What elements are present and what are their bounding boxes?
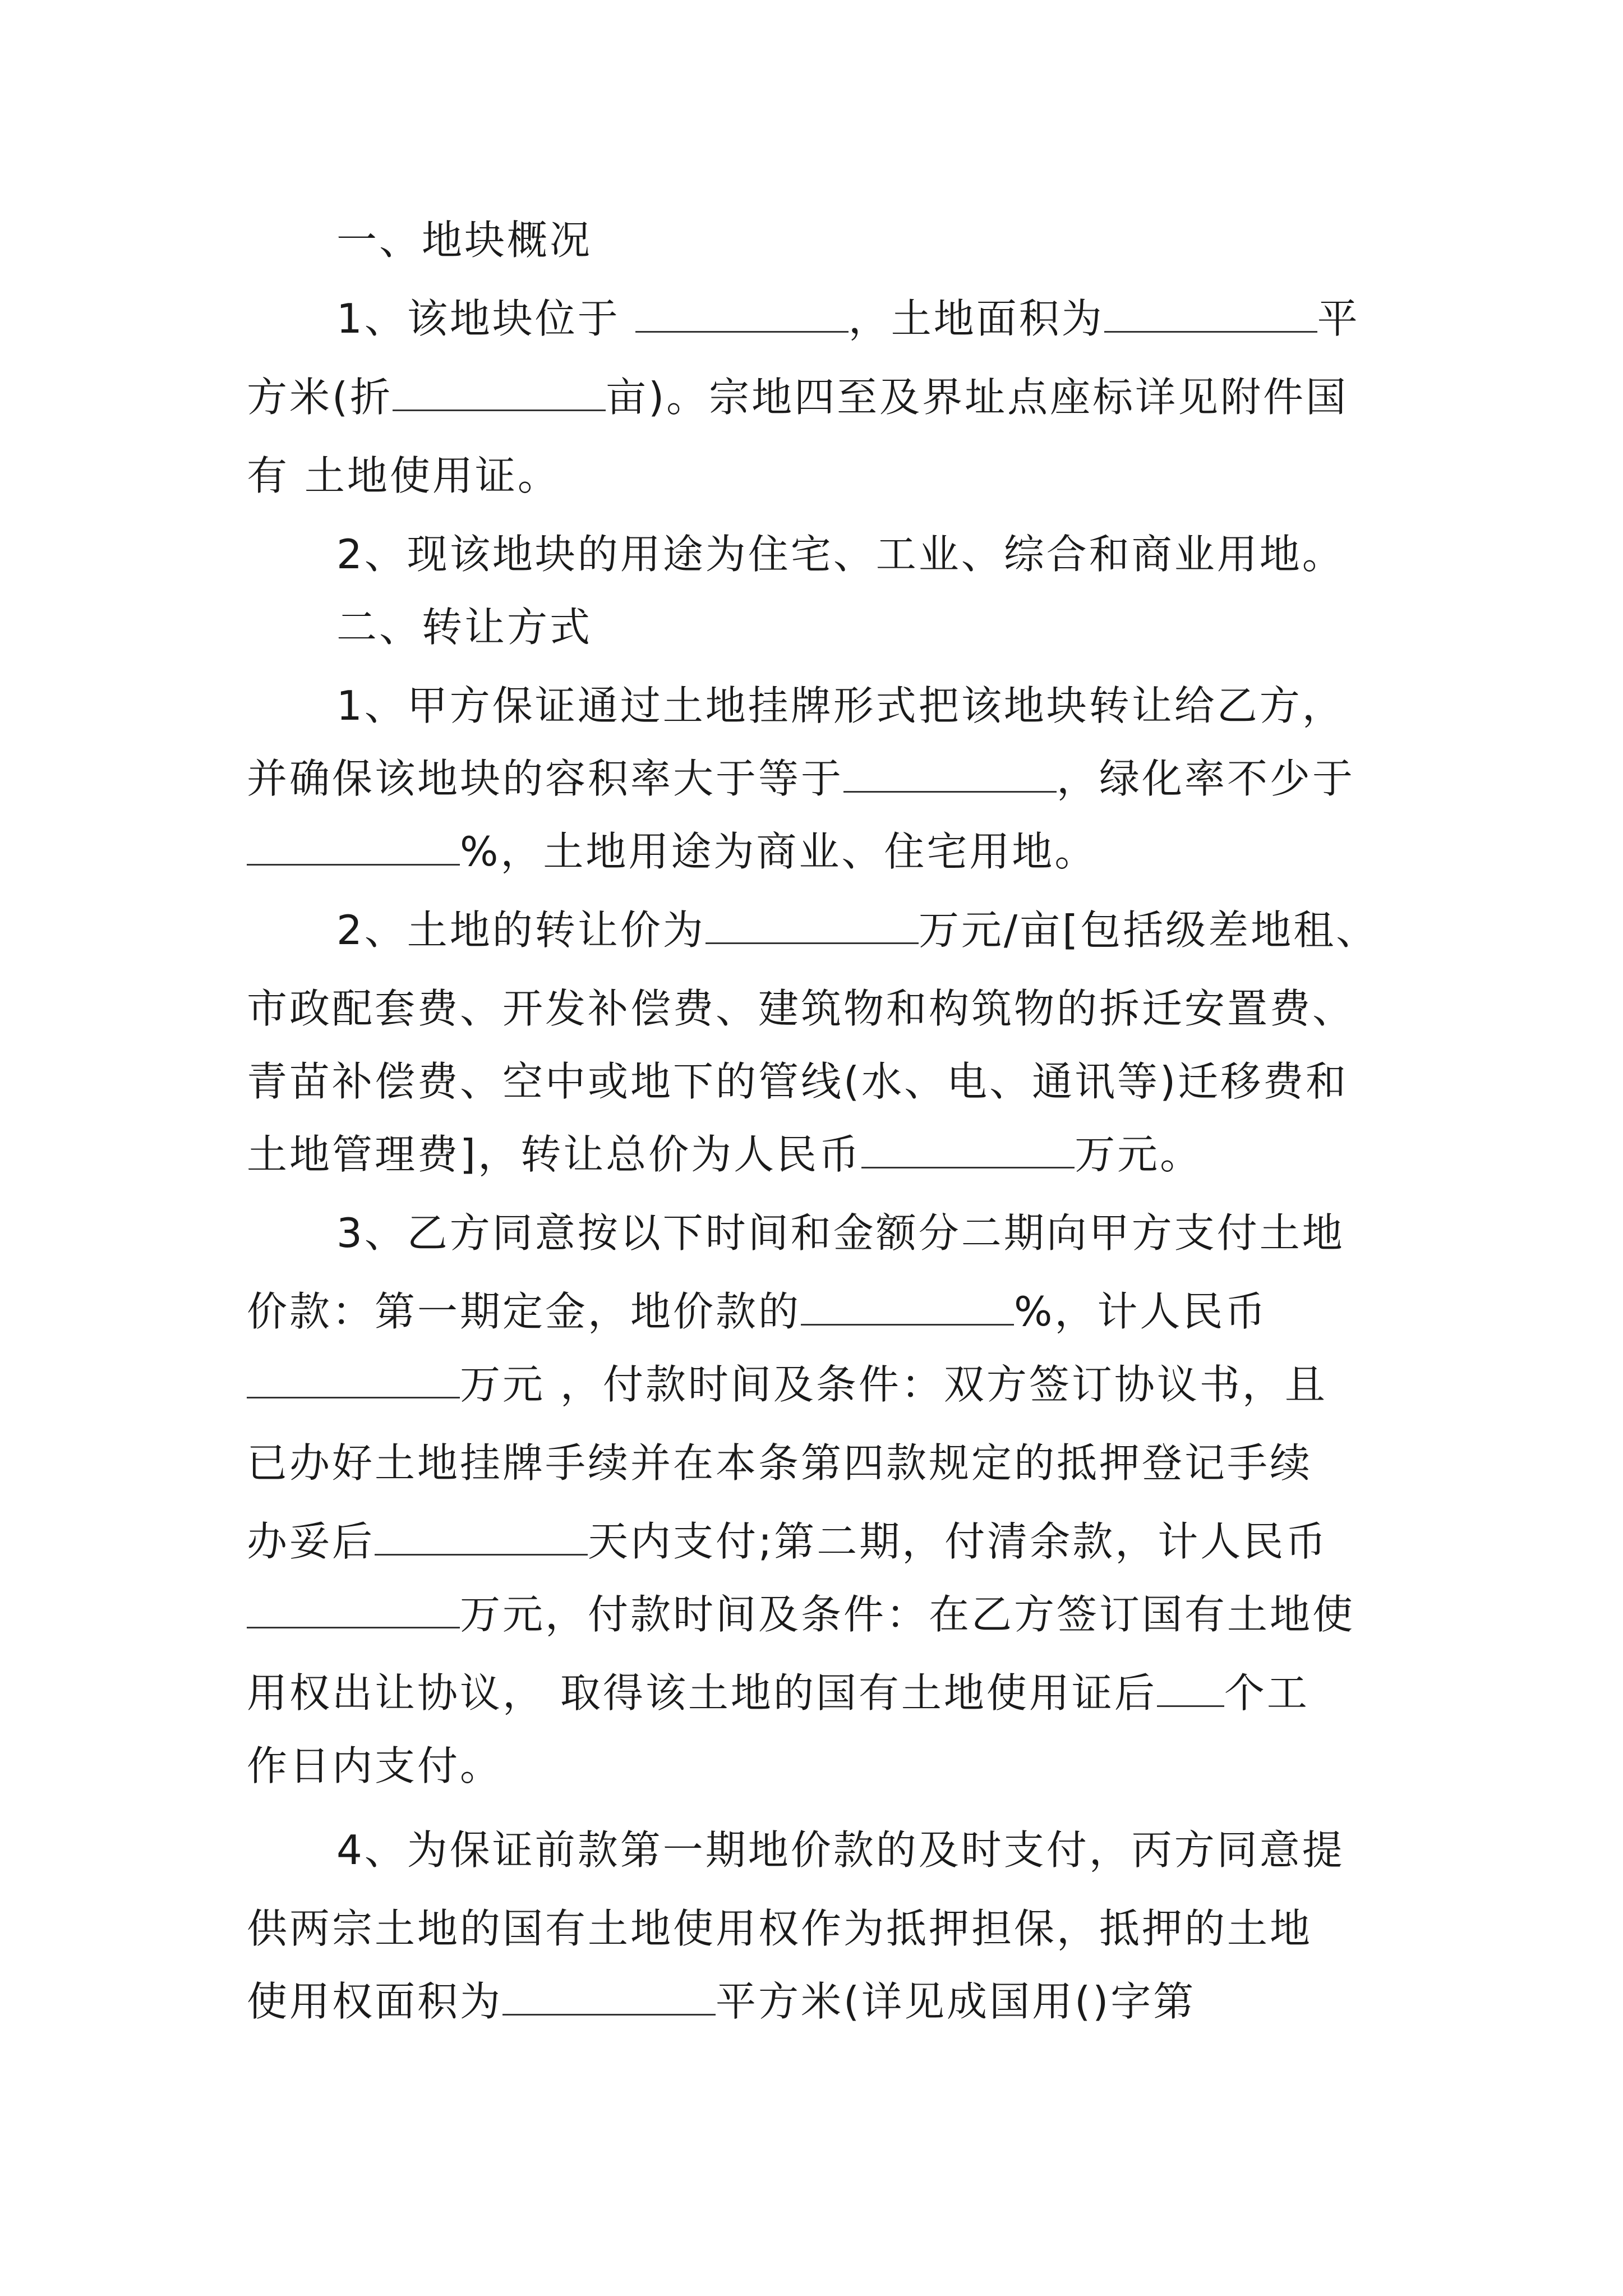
text: 使用权面积为 (247, 1978, 503, 2025)
paragraph-line (336, 1822, 1469, 1878)
text: 1、该地块位于 (336, 295, 635, 342)
blank-balance-amount (247, 1588, 460, 1628)
paragraph-line (247, 1586, 1380, 1642)
blank-deposit-amount (247, 1358, 460, 1398)
paragraph-line (247, 1435, 1380, 1491)
blank-location (635, 292, 849, 333)
paragraph-line (247, 1513, 1380, 1570)
blank-unit-price (706, 903, 919, 944)
text: 2、土地的转让价为 (336, 907, 706, 954)
paragraph-line (247, 1665, 1380, 1721)
text: %，土地用途为商业、住宅用地。 (460, 828, 1098, 875)
text: 二、转让方式 (336, 604, 593, 651)
blank-mortgage-area (502, 1975, 716, 2016)
text: 有 土地使用证。 (247, 452, 560, 499)
text: 万元。 (1075, 1131, 1203, 1178)
paragraph-line (247, 1973, 1380, 2030)
text: 万元/亩[包括级差地租、 (918, 907, 1379, 954)
blank-days (375, 1515, 588, 1556)
text: 4、为保证前款第一期地价款的及时支付，丙方同意提 (336, 1826, 1345, 1874)
text: 万元 ，付款时间及条件：双方签订协议书，且 (460, 1361, 1327, 1408)
paragraph-line (247, 751, 1380, 807)
paragraph-line (247, 1356, 1380, 1412)
text: 作日内支付。 (247, 1742, 503, 1789)
text: 平 (1317, 295, 1360, 342)
blank-green-ratio (247, 825, 460, 866)
text: 土地管理费]，转让总价为人民币 (247, 1131, 862, 1178)
text: %，计人民币 (1014, 1288, 1268, 1335)
paragraph-line (247, 1053, 1380, 1110)
text: 价款：第一期定金，地价款的 (247, 1288, 801, 1335)
paragraph-line (247, 369, 1380, 425)
blank-deposit-percent (801, 1285, 1014, 1326)
text: 2、现该地块的用途为住宅、工业、综合和商业用地。 (336, 531, 1345, 578)
text: 3、乙方同意按以下时间和金额分二期向甲方支付土地 (336, 1209, 1345, 1257)
text: 一、地块概况 (336, 217, 593, 264)
paragraph-line (336, 291, 1469, 347)
paragraph-line (336, 526, 1469, 582)
text: 个工 (1224, 1669, 1310, 1717)
paragraph-line (247, 1283, 1380, 1340)
paragraph-line (336, 1205, 1469, 1261)
paragraph-line (247, 981, 1380, 1037)
blank-mu (393, 370, 606, 411)
paragraph-line (336, 678, 1469, 734)
text: ，土地面积为 (848, 295, 1104, 342)
section-heading-2 (336, 599, 1469, 655)
text: 并确保该地块的容积率大于等于 (247, 755, 844, 802)
text: 平方米(详见成国用()字第 (716, 1978, 1196, 2025)
blank-area (1104, 292, 1317, 333)
paragraph-line (336, 902, 1469, 958)
text: 用权出让协议， 取得该土地的国有土地使用证后 (247, 1669, 1157, 1717)
blank-workdays (1157, 1666, 1224, 1707)
text: 亩)。宗地四至及界址点座标详见附件国 (606, 374, 1349, 421)
section-heading-1 (336, 212, 1469, 268)
blank-total-price (861, 1128, 1075, 1168)
text: 1、甲方保证通过土地挂牌形式把该地块转让给乙方， (336, 682, 1345, 729)
paragraph-line (247, 1126, 1380, 1182)
text: 青苗补偿费、空中或地下的管线(水、电、通讯等)迁移费和 (247, 1058, 1349, 1105)
text: 办妥后 (247, 1518, 375, 1565)
text: 天内支付;第二期，付清余款，计人民币 (588, 1518, 1329, 1565)
paragraph-line (247, 448, 1380, 504)
text: 市政配套费、开发补偿费、建筑物和构筑物的拆迁安置费、 (247, 985, 1355, 1032)
blank-plot-ratio (843, 752, 1057, 793)
paragraph-line (247, 823, 1380, 880)
text: ，绿化率不少于 (1057, 755, 1355, 802)
paragraph-line (247, 1738, 1380, 1794)
text: 供两宗土地的国有土地使用权作为抵押担保，抵押的土地 (247, 1905, 1313, 1952)
text: 方米(折 (247, 374, 393, 421)
text: 已办好土地挂牌手续并在本条第四款规定的抵押登记手续 (247, 1439, 1313, 1487)
text: 万元，付款时间及条件：在乙方签订国有土地使 (460, 1591, 1355, 1638)
paragraph-line (247, 1901, 1380, 1957)
